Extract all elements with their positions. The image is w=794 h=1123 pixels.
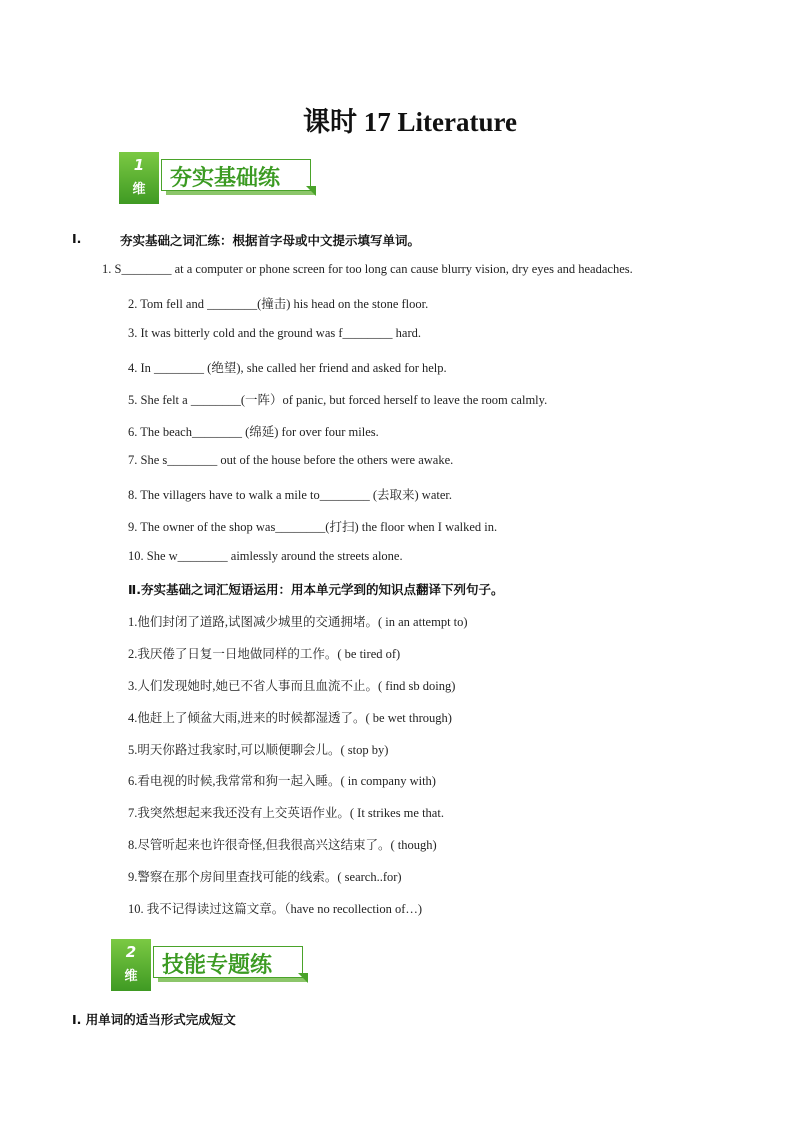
banner-dimension: 维	[132, 182, 146, 197]
banner-number: 1	[133, 156, 145, 174]
banner-label-box	[161, 159, 311, 191]
exercise-item: 5. She felt a ________(一阵）of panic, but forced herself to leave the room calmly.	[128, 393, 548, 407]
section-1-heading: 夯实基础之词汇练：根据首字母或中文提示填写单词。	[120, 233, 421, 248]
exercise-item: 10. She w________ aimlessly around the streets alone.	[128, 549, 403, 563]
translation-item: 10. 我不记得读过这篇文章。（have no recollection of…)	[128, 902, 423, 916]
translation-item: 6.看电视的时候,我常常和狗一起入睡。( in company with)	[128, 774, 436, 788]
banner-number-box	[111, 939, 151, 991]
exercise-item: 4. In ________ (绝望), she called her friend and asked for help.	[128, 361, 447, 375]
exercise-item: 9. The owner of the shop was________(打扫) the floor when I walked in.	[128, 520, 498, 534]
section-3-heading: I. 用单词的适当形式完成短文	[72, 1012, 236, 1027]
banner-label-box	[153, 946, 303, 978]
exercise-item: 6. The beach________ (绵延) for over four miles.	[128, 425, 379, 439]
banner-corner-decoration	[306, 186, 316, 196]
exercise-item: 1. S________ at a computer or phone screen for too long can cause blurry vision, dry eyes and headaches.	[102, 262, 633, 276]
page-title: 课时 17 Literature	[303, 107, 517, 137]
exercise-item: 3. It was bitterly cold and the ground was f________ hard.	[128, 326, 421, 340]
banner-number-box	[119, 152, 159, 204]
section-banner-2	[111, 939, 311, 991]
banner-label: 技能专题练	[162, 953, 273, 978]
section-banner-1	[119, 152, 319, 204]
translation-item: 9.警察在那个房间里查找可能的线索。( search..for)	[128, 870, 402, 884]
banner-label: 夯实基础练	[170, 166, 281, 191]
exercise-item: 2. Tom fell and ________(撞击) his head on the stone floor.	[128, 297, 429, 311]
exercise-item: 8. The villagers have to walk a mile to________ (去取来) water.	[128, 488, 452, 502]
exercise-item: 7. She s________ out of the house before the others were awake.	[128, 453, 454, 467]
section-1-numeral: I.	[72, 231, 82, 246]
banner-dimension: 维	[124, 969, 138, 984]
translation-item: 8.尽管听起来也许很奇怪,但我很高兴这结束了。( though)	[128, 838, 437, 852]
section-2-heading: Ⅱ.夯实基础之词汇短语运用：用本单元学到的知识点翻译下列句子。	[128, 582, 504, 597]
banner-corner-decoration	[298, 973, 308, 983]
translation-item: 5.明天你路过我家时,可以顺便聊会儿。( stop by)	[128, 743, 389, 757]
translation-item: 3.人们发现她时,她已不省人事而且血流不止。( find sb doing)	[128, 679, 456, 693]
banner-number: 2	[125, 943, 137, 961]
translation-item: 1.他们封闭了道路,试图减少城里的交通拥堵。( in an attempt to)	[128, 615, 468, 629]
translation-item: 7.我突然想起来我还没有上交英语作业。( It strikes me that.	[128, 806, 444, 820]
translation-item: 2.我厌倦了日复一日地做同样的工作。( be tired of)	[128, 647, 401, 661]
translation-item: 4.他赶上了倾盆大雨,进来的时候都湿透了。( be wet through)	[128, 711, 452, 725]
